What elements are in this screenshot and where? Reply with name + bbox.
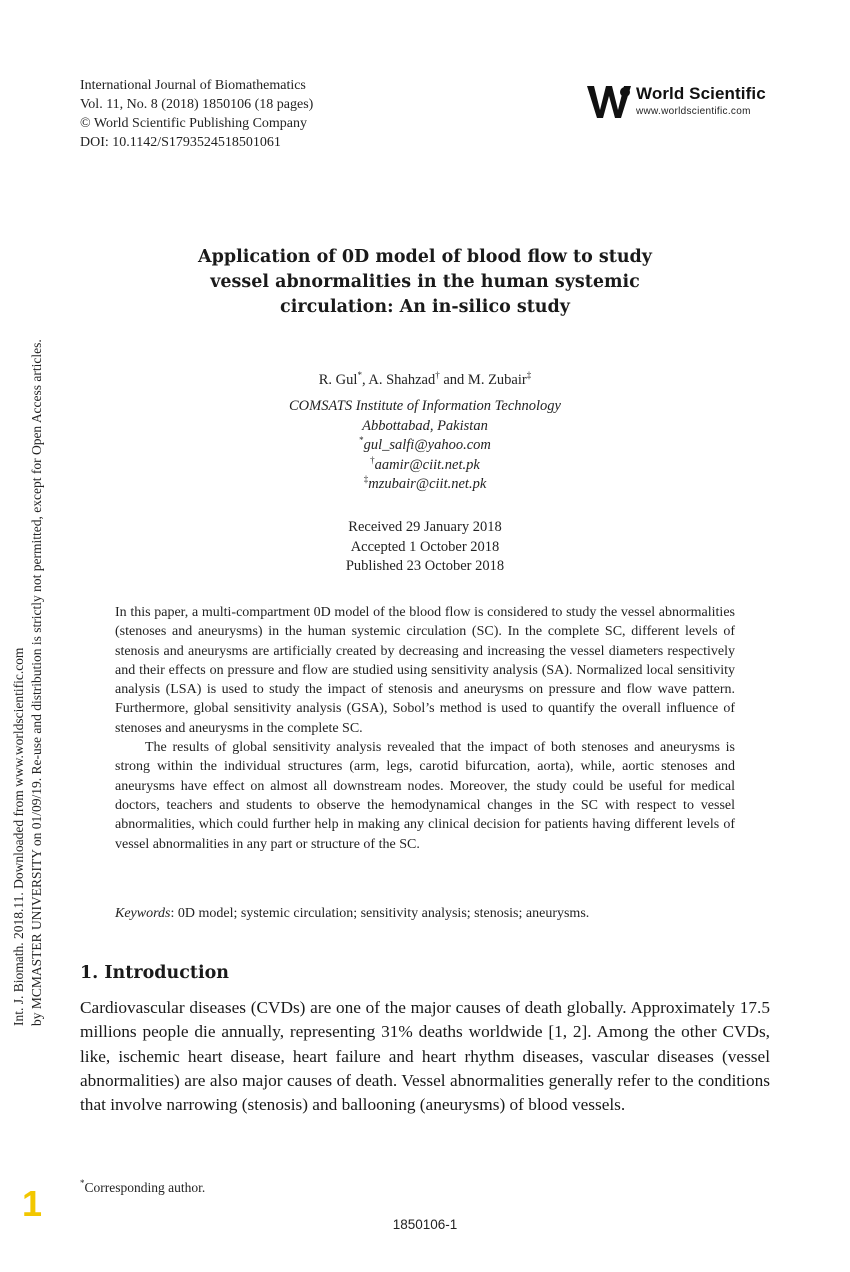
author-2: , A. Shahzad bbox=[361, 372, 436, 388]
footnote bbox=[80, 1180, 205, 1196]
journal-header bbox=[80, 76, 313, 152]
keywords-text: : 0D model; systemic circulation; sensitivity analysis; stenosis; aneurysms. bbox=[170, 906, 590, 921]
journal-name: International Journal of Biomathematics bbox=[80, 78, 306, 93]
date-published: Published 23 October 2018 bbox=[345, 558, 505, 574]
introduction-paragraph-1: Cardiovascular diseases (CVDs) are one of the major causes of death globally. Approximately 17.5 millions people die annually, representing 31% deaths worldwide [1, 2]. Among the other CVDs, like, ischemic heart disease, heart failure and heart rhythm diseases, vascular diseases (vessel abnormalities) are also major causes of death. Vessel abnormalities generally refer to the conditions that involve narrowing (stenosis) and ballooning (aneurysms) of blood vessels. bbox=[80, 998, 770, 1115]
download-notice-line1: Int. J. Biomath. 2018.11. Downloaded from www.worldscientific.com bbox=[11, 647, 26, 1026]
institute-city: Abbottabad, Pakistan bbox=[362, 417, 488, 434]
abstract bbox=[115, 603, 735, 854]
journal-doi: DOI: 10.1142/S1793524518501061 bbox=[80, 135, 281, 150]
abstract-paragraph-1: In this paper, a multi-compartment 0D model of the blood flow is considered to study the vessel abnormalities (stenoses and aneurysms) in the human systemic circulation (SC). In the complete SC, different levels of stenosis and aneurysms are artificially created by decreasing and increasing the vessel diameters respectively and their effects on pressure and flow are studied using sensitivity analysis (SA). Normalized local sensitivity analysis (LSA) is used to study the impact of stenosis and aneurysms on pressure and flow wave pattern. Furthermore, global sensitivity analysis (GSA), Sobol’s method is used to quantify the overall influence of stenoses and aneurysms in the complete SC. bbox=[115, 605, 735, 736]
author-3: and M. Zubair bbox=[439, 372, 527, 388]
keywords bbox=[115, 906, 755, 922]
date-accepted: Accepted 1 October 2018 bbox=[350, 538, 500, 555]
download-notice-line2: by MCMASTER UNIVERSITY on 01/09/19. Re-use and distribution is strictly not permitted, except for Open Access articles. bbox=[29, 339, 44, 1026]
introduction-body bbox=[80, 996, 770, 1117]
email-2-text: aamir@ciit.net.pk bbox=[374, 456, 480, 473]
author-2-mark: † bbox=[435, 370, 440, 380]
email-1[interactable] bbox=[225, 436, 625, 456]
publisher-logo bbox=[585, 80, 775, 122]
email-3[interactable] bbox=[225, 475, 625, 495]
publication-dates bbox=[225, 518, 625, 577]
author-1-mark: * bbox=[357, 370, 362, 380]
author-1: R. Gul bbox=[318, 372, 358, 388]
abstract-paragraph-2: The results of global sensitivity analysis revealed that the impact of both stenoses and aneurysms is strong within the individual structures (arm, legs, carotid bifurcation, aorta), while, aortic stenoses and aneurysms have effect on almost all downstream nodes. Moreover, the study could be useful for medical doctors, teachers and students to observe the hemodynamical changes in the SC with respect to vessel abnormalities, which could further help in making any clinical decision for patients having different levels of vessel abnormalities in any part or structure of the SC. bbox=[115, 740, 735, 852]
email-2[interactable] bbox=[225, 456, 625, 476]
email-1-text: gul_salfi@yahoo.com bbox=[363, 437, 491, 453]
keywords-label: Keywords bbox=[115, 906, 171, 921]
title-line-1: Application of 0D model of blood flow to study bbox=[198, 247, 652, 267]
paper-title bbox=[170, 245, 680, 320]
footnote-text: Corresponding author. bbox=[84, 1180, 206, 1195]
email-1-mark: * bbox=[359, 435, 364, 445]
date-received: Received 29 January 2018 bbox=[348, 519, 502, 535]
section-heading-introduction: 1. Introduction bbox=[80, 963, 229, 983]
journal-volume: Vol. 11, No. 8 (2018) 1850106 (18 pages) bbox=[80, 97, 314, 112]
publisher-name: World Scientific bbox=[636, 84, 766, 103]
world-scientific-logo-icon bbox=[585, 80, 633, 120]
page-badge: 1 bbox=[22, 1183, 43, 1224]
email-3-text: mzubair@ciit.net.pk bbox=[368, 476, 487, 492]
email-2-mark: † bbox=[370, 454, 375, 465]
title-line-2: vessel abnormalities in the human systemic bbox=[210, 272, 640, 292]
author-list bbox=[225, 372, 625, 389]
publisher-url: www.worldscientific.com bbox=[636, 106, 751, 117]
author-3-mark: ‡ bbox=[526, 370, 532, 380]
page-number: 1850106-1 bbox=[392, 1217, 458, 1232]
institute: COMSATS Institute of Information Technology bbox=[288, 398, 561, 414]
footnote-mark: * bbox=[80, 1178, 85, 1188]
email-3-mark: ‡ bbox=[363, 474, 369, 484]
title-line-3: circulation: An in-silico study bbox=[280, 297, 570, 317]
journal-copyright: © World Scientific Publishing Company bbox=[80, 116, 308, 131]
affiliation bbox=[225, 397, 625, 495]
download-notice bbox=[10, 246, 46, 1026]
